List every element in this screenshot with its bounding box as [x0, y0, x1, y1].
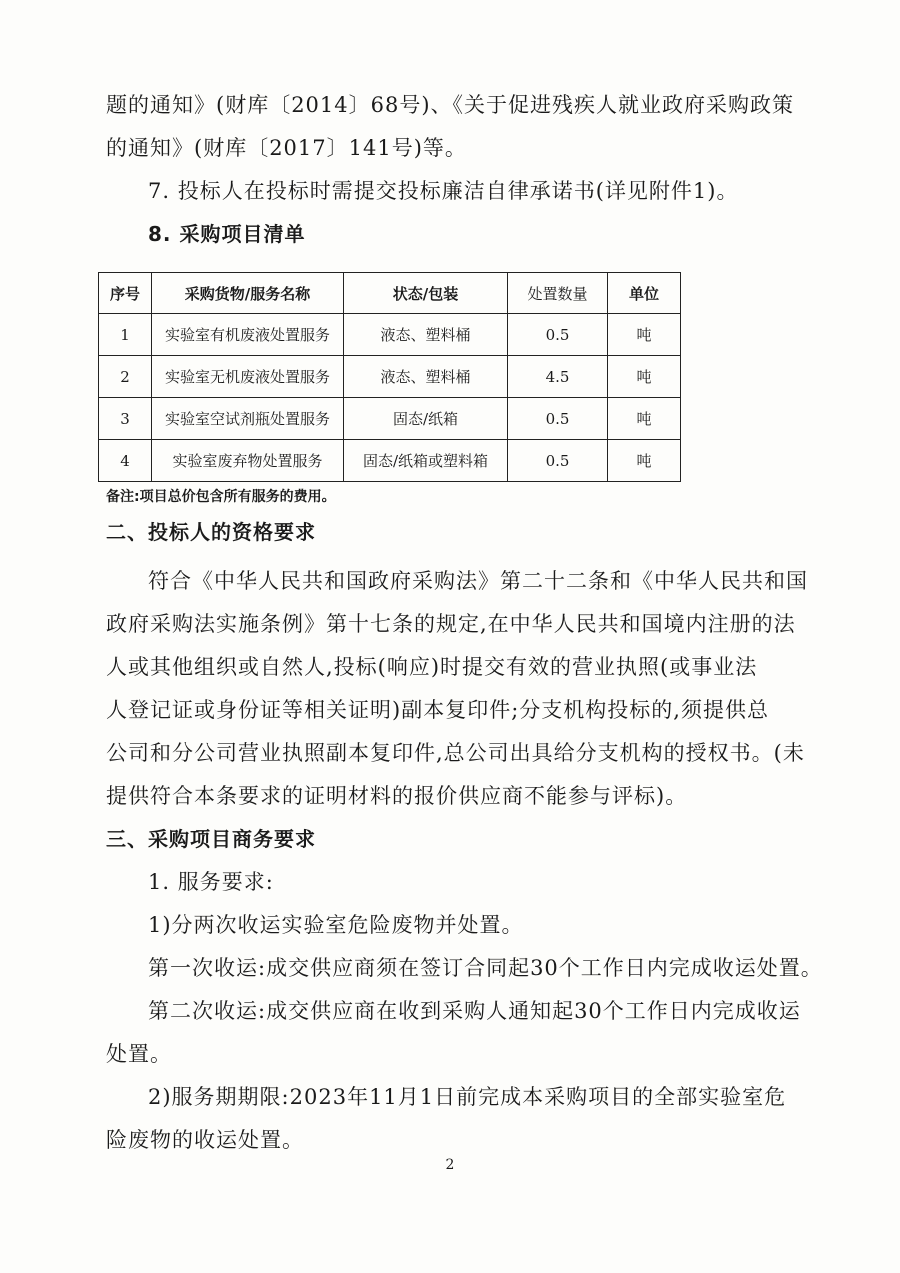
- intro-line-1: 题的通知》(财库〔2014〕68号)、《关于促进残疾人就业政府采购政策: [106, 93, 795, 117]
- cell-quantity: 4.5: [508, 356, 608, 398]
- table-row: [99, 314, 681, 356]
- header-name: 采购货物/服务名称: [152, 273, 344, 314]
- section-2-line: 人登记证或身份证等相关证明)副本复印件;分支机构投标的,须提供总: [106, 698, 769, 722]
- section-2-line: 符合《中华人民共和国政府采购法》第二十二条和《中华人民共和国: [148, 569, 808, 593]
- procurement-items-table: [98, 272, 681, 482]
- cell-unit: 吨: [608, 356, 681, 398]
- service-item-2: 2)服务期期限:2023年11月1日前完成本采购项目的全部实验室危: [148, 1085, 787, 1109]
- second-collection: 第二次收运:成交供应商在收到采购人通知起30个工作日内完成收运: [148, 999, 801, 1023]
- intro-line-2: 的通知》(财库〔2017〕141号)等。: [106, 136, 467, 160]
- service-requirements-heading: 1. 服务要求:: [148, 870, 274, 894]
- section-2-line: 人或其他组织或自然人,投标(响应)时提交有效的营业执照(或事业法: [106, 655, 758, 679]
- cell-index: 1: [99, 314, 152, 356]
- cell-status: 液态、塑料桶: [344, 314, 508, 356]
- cell-index: 2: [99, 356, 152, 398]
- item-8-heading: 8. 采购项目清单: [148, 222, 306, 246]
- section-2-heading: 二、投标人的资格要求: [106, 520, 316, 544]
- header-status: 状态/包装: [344, 273, 508, 314]
- second-collection-cont: 处置。: [106, 1042, 172, 1066]
- header-unit: 单位: [608, 273, 681, 314]
- table-note: 备注:项目总价包含所有服务的费用。: [106, 489, 336, 505]
- item-7: 7. 投标人在投标时需提交投标廉洁自律承诺书(详见附件1)。: [148, 179, 739, 203]
- page-number: 2: [445, 1157, 455, 1173]
- section-3-heading: 三、采购项目商务要求: [106, 827, 316, 851]
- section-2-line: 政府采购法实施条例》第十七条的规定,在中华人民共和国境内注册的法: [106, 612, 796, 636]
- table-row: [99, 440, 681, 482]
- table-row: [99, 356, 681, 398]
- section-2-line: 公司和分公司营业执照副本复印件,总公司出具给分支机构的授权书。(未: [106, 741, 805, 765]
- header-index: 序号: [99, 273, 152, 314]
- cell-unit: 吨: [608, 314, 681, 356]
- cell-status: 固态/纸箱或塑料箱: [344, 440, 508, 482]
- section-2-line: 提供符合本条要求的证明材料的报价供应商不能参与评标)。: [106, 784, 688, 808]
- first-collection: 第一次收运:成交供应商须在签订合同起30个工作日内完成收运处置。: [148, 956, 823, 980]
- cell-unit: 吨: [608, 398, 681, 440]
- cell-index: 4: [99, 440, 152, 482]
- table-header-row: [99, 273, 681, 314]
- cell-name: 实验室有机废液处置服务: [152, 314, 344, 356]
- cell-name: 实验室无机废液处置服务: [152, 356, 344, 398]
- service-item-1: 1)分两次收运实验室危险废物并处置。: [148, 913, 524, 937]
- cell-status: 液态、塑料桶: [344, 356, 508, 398]
- cell-name: 实验室废弃物处置服务: [152, 440, 344, 482]
- cell-status: 固态/纸箱: [344, 398, 508, 440]
- cell-quantity: 0.5: [508, 398, 608, 440]
- cell-quantity: 0.5: [508, 440, 608, 482]
- cell-quantity: 0.5: [508, 314, 608, 356]
- cell-name: 实验室空试剂瓶处置服务: [152, 398, 344, 440]
- header-quantity: 处置数量: [508, 273, 608, 314]
- table-row: [99, 398, 681, 440]
- service-item-2-cont: 险废物的收运处置。: [106, 1128, 304, 1152]
- cell-unit: 吨: [608, 440, 681, 482]
- cell-index: 3: [99, 398, 152, 440]
